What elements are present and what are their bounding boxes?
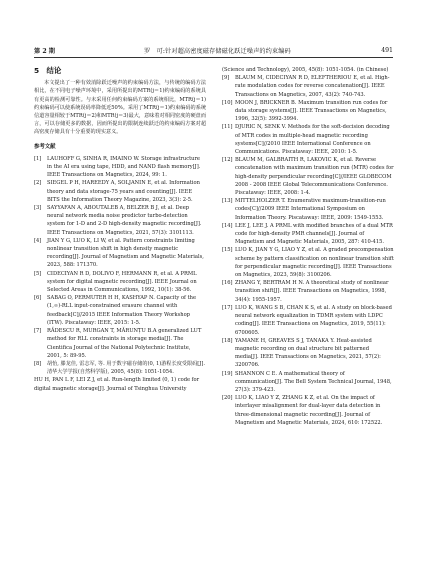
reference-number: [1] [34,155,42,162]
reference-number: [12] [222,157,233,164]
reference-item [222,246,394,279]
reference-list-right [222,74,394,427]
reference-item [222,197,394,222]
reference-text: ZHANG Y, BERTRAM H N. A theoretical study of nonlinear transition shift[J]. IEEE Transactions on Magnetics, 1998, 34(4): 1955-1957. [235,280,389,303]
reference-text: DJURIC N, SENK V. Methods for the soft-decision decoding of MTR codes in multiple-head magnetic recording systems[C]//2010 IEEE International Conference on Communications. Piscataway: IEEE, 2010: 1-5. [235,124,390,156]
reference-list-left [34,155,206,376]
reference-number: [4] [34,237,42,244]
conclusion-paragraph: 本文提出了一种有效消除跃迁噪声的约束编码方法，与传统的编码方法相比，在不同电子噪声环境中，采用所提出的MTR(j＝1)约束编码的系统具有更高的检测可靠性。与未采用任何约束编码方案的系统相比，MTR(j＝1)约束编码可以使系统误码率降低近50%。采用了MTR(j＝1)约束编码的系统信道容量相较于MTR(j＝2)和MTR(j＝3)最大，意味着对相同密度的硬盘而言，可以存储更多的数据，因而所提出的限制连续跃迁的约束编码方案对超高密度存储具有十分重要的现实意义。 [34,80,206,136]
reference-number: [8] [34,360,42,367]
reference-item [34,294,206,327]
reference-text: JIAN Y G, LUO K, LI W, et al. Pattern constraints limiting nonlinear transition shift in high density magnetic recording[J]. Journal of Magnetism and Magnetic Materials, 2023, 588: 171370. [47,237,204,269]
issue-label: 第 2 期 [34,47,55,55]
reference-text: SIEGEL P H, HAREEDY A, SOLJANIN E, et al. Information theory and data storage-75 years and counting[J]. IEEE BITS the Information Theory Magazine, 2023, 3(3): 2-5. [47,180,200,203]
reference-number: [20] [222,395,233,402]
reference-continuation-left: HU H, PAN L F, LEI Z J, et al. Run-length limited (0, 1) code for digital magnetic storage[J]. Journal of Tsinghua University [34,377,200,392]
reference-item [222,279,394,304]
header-rule [34,57,393,58]
page-header [34,44,393,56]
reference-text: CIDECIYAN R D, DOLIVO F, HERMANN R, et al. A PRML system for digital magnetic recording[J]. IEEE Journal on Selected Areas in Communications, 1992, 10(1): 38-56. [47,270,197,294]
reference-number: [17] [222,304,233,311]
reference-number: [6] [34,295,42,302]
reference-item [34,179,206,204]
reference-text: SHANNON C E. A mathematical theory of communication[J]. The Bell System Technical Journal, 1948, 27(3): 379-423. [235,370,392,393]
reference-text: 胡怡, 滕龙佳, 雷志军, 等. 用于数字磁存储的(0, 1)游程长度受限码[J]. 清华大学学报(自然科学版), 2005, 45(8): 1051-1054. [47,360,205,376]
reference-number: [18] [222,337,233,344]
section-title: 5 结论 [34,66,62,75]
references-title: 参考文献 [34,143,56,150]
reference-number: [16] [222,280,233,287]
reference-text: LUO K, JIAN Y G, LIAO Y Z, et al. A graded precompensation scheme by pattern classification on nonlinear transition shift for perpendicular magnetic recording[J]. IEEE Transactions on Magnetics, 2023, 59(8): 3100206. [235,247,394,279]
reference-number: [15] [222,247,233,254]
reference-text: MITTELHOLZER T. Enumerative maximum-transition-run codes[C]//2009 IEEE International Symposium on Information Theory. Piscataway: IEEE, 2009: 1549-1553. [235,198,386,221]
reference-item [222,370,394,395]
reference-item [34,204,206,237]
right-column [222,66,394,427]
reference-number: [10] [222,99,233,106]
reference-item [34,155,206,180]
reference-text: RĂDESCU R, MURGAN T, MĂRUNȚU B.A generalized LUT method for RLL constraints in storage media[J]. The Cientifica Journal of the National Polytechnic Institute, 2001, 5: 89-95. [47,328,202,359]
running-title: 罗 可:针对超高密度磁存储磁化跃迁噪声的约束编码 [144,47,291,55]
reference-item [222,222,394,247]
reference-number: [19] [222,370,233,377]
reference-text: YAMANE H, GREAVES S J, TANAKA Y. Heat-assisted magnetic recording on dual structure bit patterned media[J]. IEEE Transactions on Magnetics, 2021, 57(2): 3200706. [235,337,381,369]
reference-text: BLAUM M, CIDECIYAN R D, ELEFTHERIOU E, et al. High-rate modulation codes for reverse concatenation[J]. IEEE Transactions on Magnetics, 2007, 43(2): 740-743. [235,75,390,98]
left-column [34,66,206,393]
reference-item [222,304,394,337]
reference-text: LEE J, LEE J. A PRML with modified branches of a dual MTR code for high-density PMR channels[J]. Journal of Magnetism and Magnetic Materials, 2005, 287: 410-415. [235,222,393,246]
reference-text: LUO K, WANG S B, CHAN K S, et al. A study on block-based neural network equalization in TDMR system with LDPC coding[J]. IEEE Transactions on Magnetics, 2019, 55(11): 6700605. [235,304,392,336]
reference-item [34,360,206,376]
reference-number: [11] [222,124,233,131]
reference-item [222,394,394,427]
reference-number: [9] [222,75,230,82]
reference-number: [13] [222,198,233,205]
reference-item [222,99,394,124]
reference-item [222,337,394,370]
reference-text: SABAG O, PERMUTER H H, KASHYAP N. Capacity of the (1,∞)-RLL input-constrained erasure channel with feedback[C]//2015 IEEE Information Theory Workshop (ITW). Piscataway: IEEE, 2015: 1-5. [47,295,196,326]
reference-text: SAYYAFAN A, ABOUTALEB A, BELZER B J, et al. Deep neural network media noise predictor turbo-detection system for 1-D and 2-D high-density magnetic recording[J]. IEEE Transactions on Magnetics, 2021, 57(3): 3101113. [47,205,202,236]
reference-text: BLAUM M, GALBRAITH R, LAKOVIC K, et al. Reverse concatenation with maximum transition run (MTR) codes for high-density perpendicular recording[C]//IEEE GLOBECOM 2008 - 2008 IEEE Global Telecommunications Conference. Piscataway: IEEE, 2008: 1-4. [235,157,394,197]
reference-item [34,270,206,295]
page-number: 491 [381,46,393,54]
reference-item [222,156,394,197]
reference-number: [3] [34,205,42,212]
reference-item [222,123,394,156]
reference-number: [2] [34,180,42,187]
reference-number: [14] [222,222,233,229]
reference-text: MOON J, BRICKNER B. Maximum transition run codes for data storage systems[J]. IEEE Transactions on Magnetics, 1996, 32(5): 3992-3994. [235,99,388,123]
reference-item [222,74,394,99]
reference-number: [5] [34,270,42,277]
reference-item [34,327,206,360]
reference-text: LUO K, LIAO Y Z, ZHANG K Z, et al. On the impact of interlayer misalignment for dual-layer data detection in three-dimensional magnetic recording[J]. Journal of Magnetism and Magnetic Materials, 2024, 610: 172522. [235,395,383,426]
reference-item [34,237,206,270]
reference-text: LAUHOFF G, SINHA R, IMAINO W. Storage infrastructure in the AI era using tape, HDD, and NAND flash memory[J]. IEEE Transactions on Magnetics, 2024, 99: 1. [47,155,201,179]
reference-number: [7] [34,328,42,335]
reference-continuation-right: (Science and Technology), 2005, 45(8): 1051-1054. (in Chinese) [222,67,389,73]
